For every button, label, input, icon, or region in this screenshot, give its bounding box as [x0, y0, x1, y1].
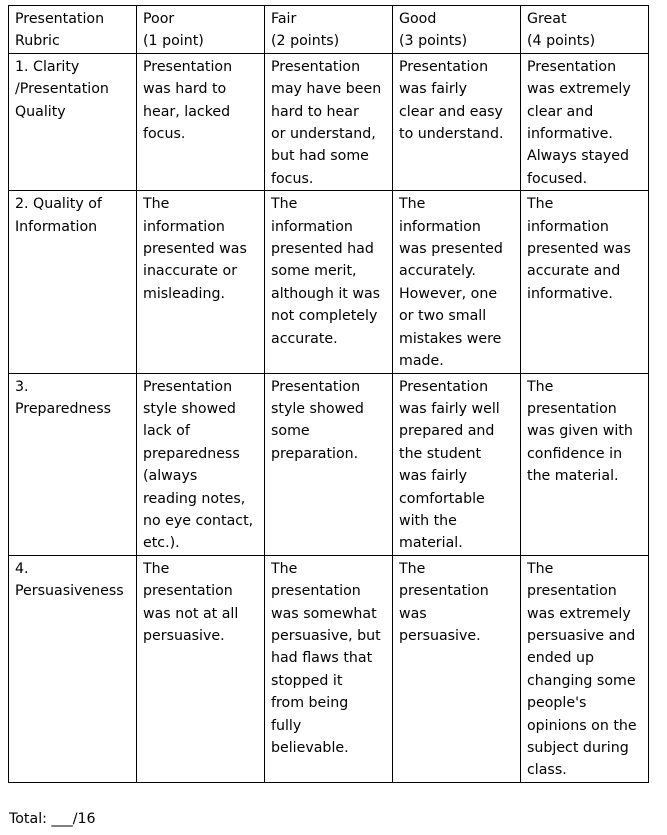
table-row: [9, 53, 649, 190]
total-score: Total: ___/16: [9, 811, 96, 827]
good-cell: Presentation was fairly well prepared and the student was fairly comfortable with the material.: [393, 373, 521, 555]
fair-cell: Presentation may have been hard to hear or understand, but had some focus.: [265, 53, 393, 190]
good-cell: The presentation was persuasive.: [393, 555, 521, 782]
fair-cell: The presentation was somewhat persuasive, but had flaws that stopped it from being fully believable.: [265, 555, 393, 782]
fair-cell: The information presented had some merit, although it was not completely accurate.: [265, 191, 393, 373]
great-cell: Presentation was extremely clear and informative. Always stayed focused.: [521, 53, 649, 190]
header-cell-fair: Fair (2 points): [265, 6, 393, 54]
table-row: [9, 555, 649, 782]
criterion-cell: 3. Preparedness: [9, 373, 137, 555]
table-row: [9, 191, 649, 373]
good-cell: The information was presented accurately. However, one or two small mistakes were made.: [393, 191, 521, 373]
poor-cell: Presentation style showed lack of preparedness (always reading notes, no eye contact, etc.).: [137, 373, 265, 555]
header-cell-criterion: Presentation Rubric: [9, 6, 137, 54]
fair-cell: Presentation style showed some preparation.: [265, 373, 393, 555]
criterion-cell: 2. Quality of Information: [9, 191, 137, 373]
rubric-table: [8, 5, 649, 783]
poor-cell: Presentation was hard to hear, lacked focus.: [137, 53, 265, 190]
great-cell: The information presented was accurate and informative.: [521, 191, 649, 373]
table-row: [9, 373, 649, 555]
criterion-cell: 1. Clarity /Presentation Quality: [9, 53, 137, 190]
criterion-cell: 4. Persuasiveness: [9, 555, 137, 782]
good-cell: Presentation was fairly clear and easy to understand.: [393, 53, 521, 190]
header-row: [9, 6, 649, 54]
header-cell-good: Good (3 points): [393, 6, 521, 54]
great-cell: The presentation was extremely persuasive and ended up changing some people's opinions on the subject during class.: [521, 555, 649, 782]
poor-cell: The information presented was inaccurate or misleading.: [137, 191, 265, 373]
header-cell-poor: Poor (1 point): [137, 6, 265, 54]
header-cell-great: Great (4 points): [521, 6, 649, 54]
poor-cell: The presentation was not at all persuasive.: [137, 555, 265, 782]
great-cell: The presentation was given with confidence in the material.: [521, 373, 649, 555]
